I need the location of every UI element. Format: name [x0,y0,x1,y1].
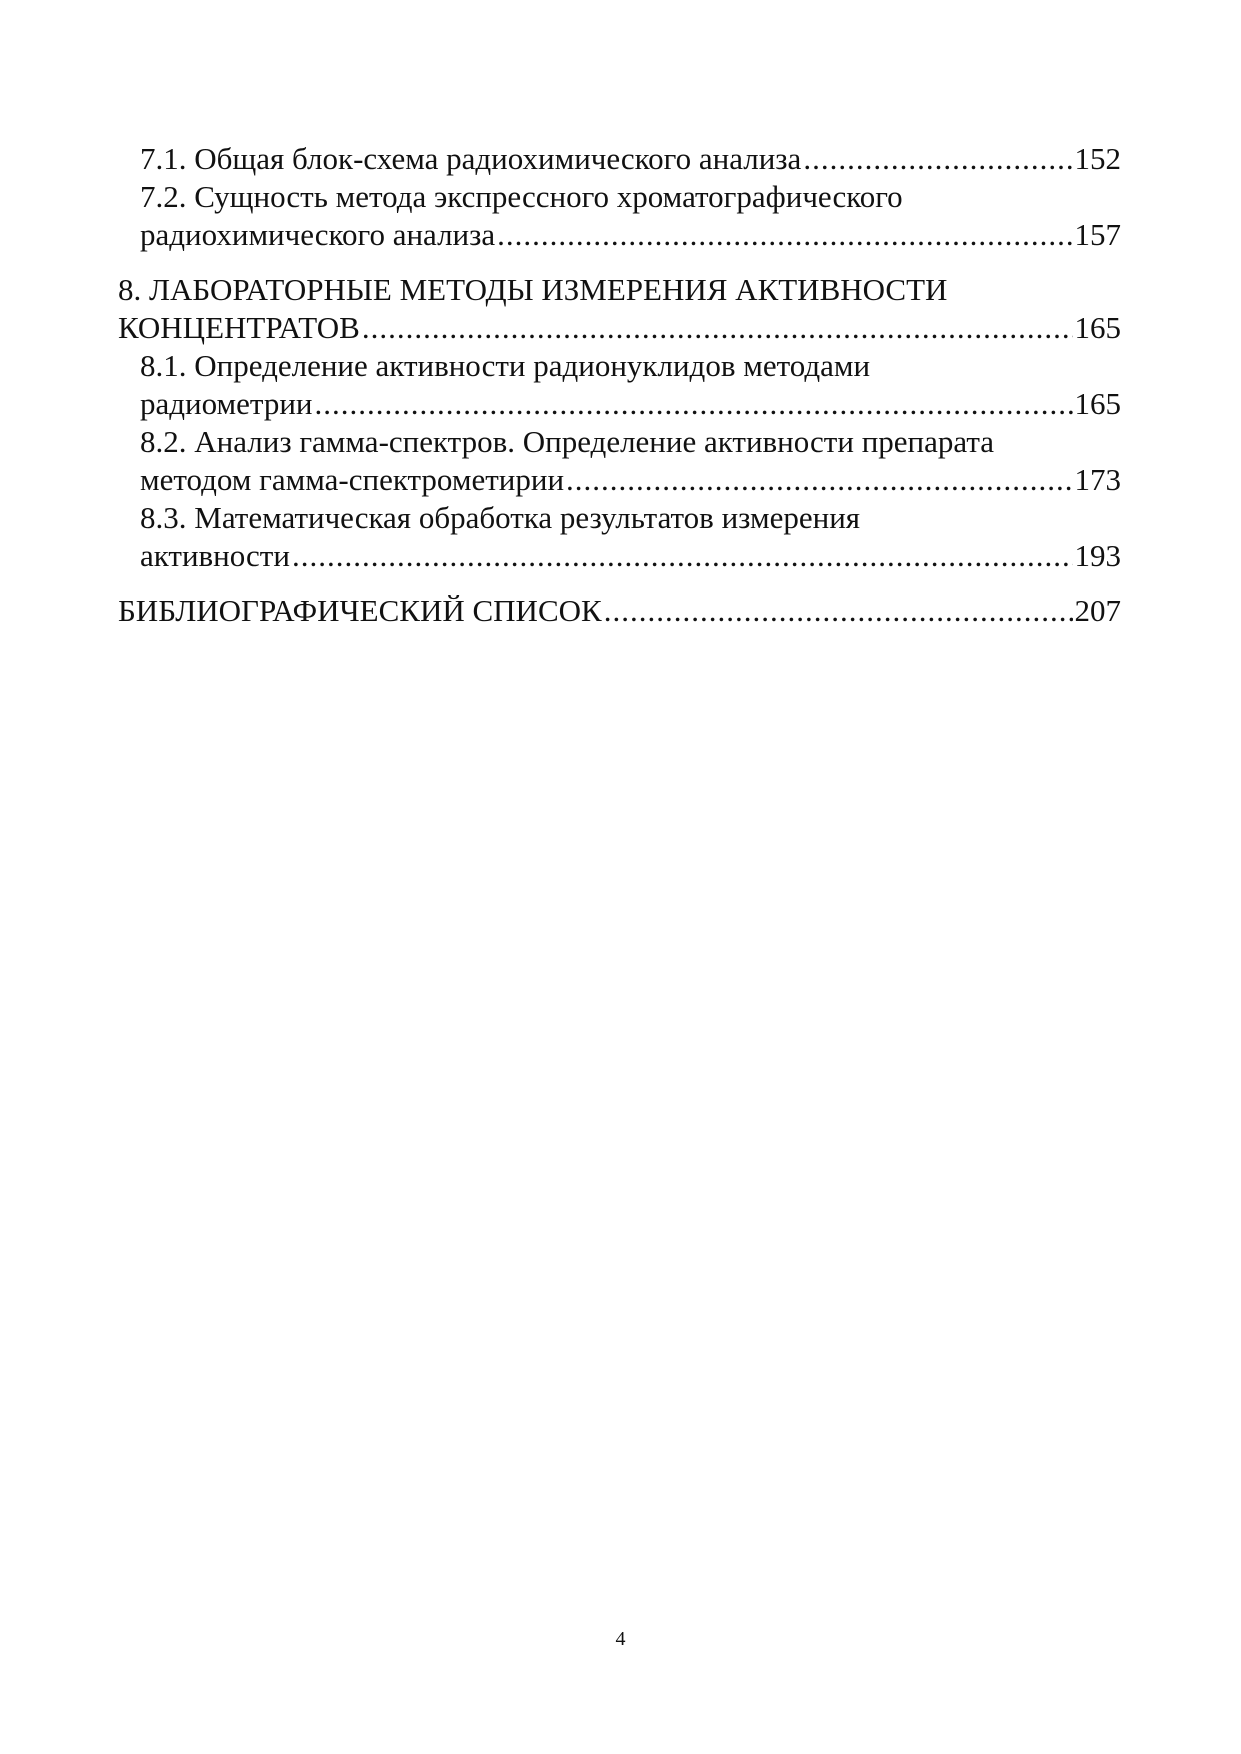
toc-line [140,461,1121,499]
toc-line [140,140,1121,178]
dot-leader [315,385,1073,423]
toc-entry-chapter-8 [118,271,1121,347]
toc-title: методом гамма-спектрометирии [140,462,565,497]
toc-entry-8-3 [118,499,1121,575]
dot-leader [497,216,1072,254]
page-number: 4 [615,1628,626,1650]
toc-entry-7-2 [118,178,1121,254]
dot-leader [292,537,1073,575]
toc-title: радиометрии [140,386,313,421]
dot-leader [803,140,1072,178]
dot-leader [566,461,1072,499]
toc-title-line: 8. ЛАБОРАТОРНЫЕ МЕТОДЫ ИЗМЕРЕНИЯ АКТИВНОСТИ [118,272,948,307]
dot-leader [604,592,1073,630]
toc-page-number: 173 [1074,462,1121,497]
toc-entry-7-1 [118,140,1121,178]
toc-title: активности [140,538,290,573]
table-of-contents [118,140,1121,630]
toc-line [118,592,1121,630]
toc-page-number: 152 [1074,141,1121,176]
toc-title: радиохимического анализа [140,217,496,252]
toc-page-number: 193 [1074,538,1121,573]
toc-line [118,309,1121,347]
toc-entry-8-2 [118,423,1121,499]
toc-line [140,216,1121,254]
toc-title-line: 8.2. Анализ гамма-спектров. Определение активности препарата [140,424,995,459]
toc-title-line: 8.3. Математическая обработка результатов измерения [140,500,861,535]
toc-page-number: 165 [1074,310,1121,345]
toc-line [140,537,1121,575]
dot-leader [362,309,1073,347]
toc-title: КОНЦЕНТРАТОВ [118,310,360,345]
toc-page-number: 165 [1074,386,1121,421]
toc-entry-8-1 [118,347,1121,423]
toc-title: БИБЛИОГРАФИЧЕСКИЙ СПИСОК [118,593,602,628]
toc-page-number: 157 [1074,217,1121,252]
toc-title-line: 7.2. Сущность метода экспрессного хроматографического [140,179,903,214]
toc-line [140,385,1121,423]
toc-entry-bibliography [118,592,1121,630]
toc-page-number: 207 [1074,593,1121,628]
toc-title: 7.1. Общая блок-схема радиохимического анализа [140,141,802,176]
toc-title-line: 8.1. Определение активности радионуклидов методами [140,348,871,383]
